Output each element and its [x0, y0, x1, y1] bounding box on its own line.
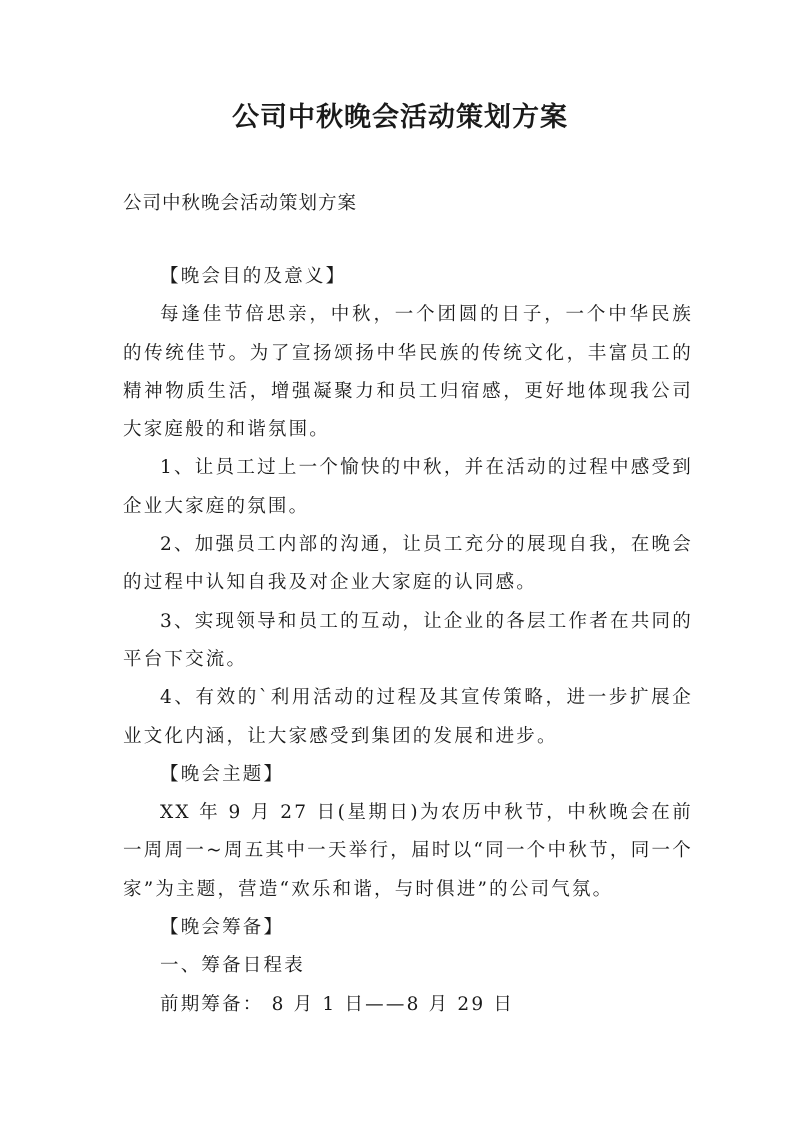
document-body: [123, 258, 693, 1024]
section-heading-theme: 【晚会主题】: [160, 763, 285, 785]
document-title: 公司中秋晚会活动策划方案: [232, 102, 568, 133]
paragraph-theme: XX 年 9 月 27 日(星期日)为农历中秋节，中秋晚会在前一周周一~周五其中一天举行，届时以“同一个中秋节，同一个家”为主题，营造“欢乐和谐，与时俱进”的公司气氛。: [123, 802, 693, 900]
paragraph-point-4: 4、有效的`利用活动的过程及其宣传策略，进一步扩展企业文化内涵，让大家感受到集团的发展和进步。: [123, 687, 693, 747]
paragraph-intro: 每逢佳节倍思亲，中秋，一个团圆的日子，一个中华民族的传统佳节。为了宣扬颂扬中华民族的传统文化，丰富员工的精神物质生活，增强凝聚力和员工归宿感，更好地体现我公司大家庭般的和谐氛围。: [123, 304, 693, 441]
paragraph-point-2: 2、加强员工内部的沟通，让员工充分的展现自我，在晚会的过程中认知自我及对企业大家庭的认同感。: [123, 534, 693, 594]
paragraph-point-1: 1、让员工过上一个愉快的中秋，并在活动的过程中感受到企业大家庭的氛围。: [123, 457, 693, 517]
paragraph-schedule-heading: 一、筹备日程表: [160, 955, 305, 977]
section-heading-preparation: 【晚会筹备】: [160, 917, 285, 939]
section-heading-purpose: 【晚会目的及意义】: [160, 266, 347, 287]
paragraph-early-preparation: 前期筹备： 8 月 1 日——8 月 29 日: [160, 993, 515, 1015]
document-subtitle: 公司中秋晚会活动策划方案: [123, 193, 358, 214]
paragraph-point-3: 3、实现领导和员工的互动，让企业的各层工作者在共同的平台下交流。: [123, 610, 693, 670]
